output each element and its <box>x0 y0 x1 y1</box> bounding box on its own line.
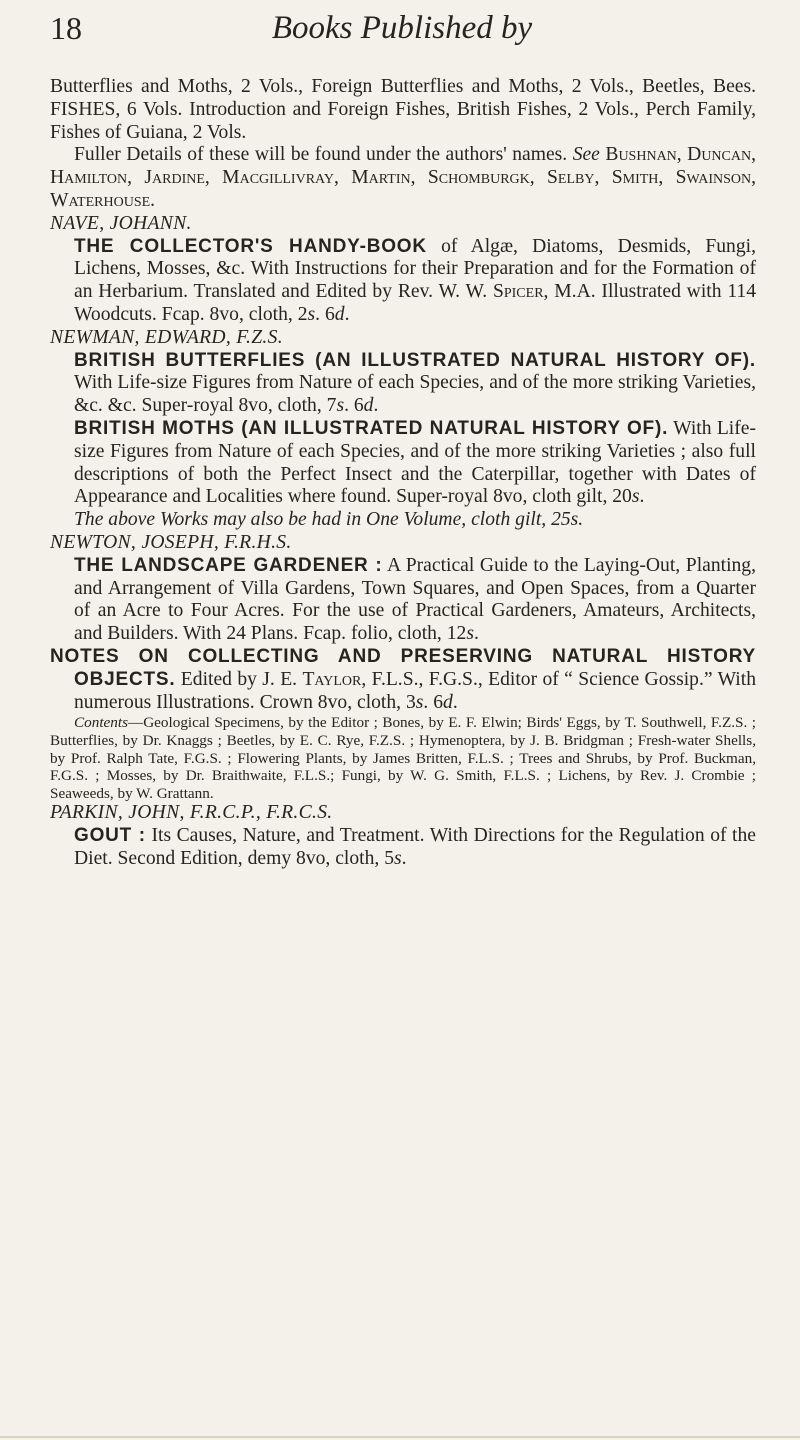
entry-text: . <box>639 486 645 508</box>
price-unit: d <box>334 303 345 325</box>
entry-text: . <box>452 691 458 713</box>
entry-text: . <box>344 303 350 325</box>
author-heading-newman: NEWMAN, EDWARD, F.Z.S. <box>50 326 283 348</box>
entry-text: . <box>473 623 479 645</box>
price-unit: s <box>415 691 424 713</box>
page-header <box>50 10 754 60</box>
contents-list <box>50 714 756 802</box>
entry-title: BRITISH BUTTERFLIES (AN ILLUSTRATED NATURAL HISTORY OF). <box>74 349 756 371</box>
entry-text: Its Causes, Nature, and Treatment. With Directions for the Regulation of the Diet. Second Edition, demy 8vo, cloth, 5 <box>74 825 756 869</box>
entry-notes-on-collecting <box>50 646 756 714</box>
price-unit: s <box>466 623 474 645</box>
price-unit: d <box>443 691 453 713</box>
author-heading-newton: NEWTON, JOSEPH, F.R.H.S. <box>50 531 292 553</box>
entry-text: , M.A. Illustrated with 114 Woodcuts. Fcap. 8vo, cloth, 2 <box>74 281 756 325</box>
entry-landscape-gardener <box>50 555 756 646</box>
editor-name: Taylor <box>302 668 362 690</box>
entry-british-butterflies <box>50 350 756 418</box>
entry-text: Edited by J. E. <box>175 668 303 690</box>
entry-title: BRITISH MOTHS (AN ILLUSTRATED NATURAL HISTORY OF). <box>74 417 669 439</box>
intro-paragraph-2 <box>50 144 756 212</box>
price-unit: s <box>336 395 345 417</box>
entry-text: . 6 <box>423 691 444 713</box>
page-number: 18 <box>50 10 82 46</box>
entry-text: A Practical Guide to the Laying-Out, Planting, and Arrangement of Villa Gardens, Town Squares, and Open Spaces, from a Quarter of an Acre to Four Acres. For the use of Practical Gardeners, Amateurs, Architects, and Builders. With 24 Plans. Fcap. folio, cloth, 12 <box>74 554 757 645</box>
entry-text: . 6 <box>315 303 335 325</box>
entry-text: . 6 <box>344 395 364 417</box>
entry-british-moths <box>50 418 756 509</box>
entry-title: THE LANDSCAPE GARDENER : <box>74 554 383 576</box>
running-title: Books Published by <box>271 10 533 46</box>
entry-text: , F.L.S., F.G.S., Editor of “ Science Gossip.” With numerous Illustrations. Crown 8vo, cloth, 3 <box>74 668 756 713</box>
entry-collectors-handy-book <box>50 236 756 327</box>
entry-gout <box>50 825 756 871</box>
intro-text-2: Fuller Details of these will be found under the authors' names. <box>74 144 573 166</box>
entry-title: NOTES ON COLLECTING AND PRESERVING NATURAL HISTORY OBJECTS. <box>50 645 756 690</box>
contents-text: —Geological Specimens, by the Editor ; Bones, by E. F. Elwin; Birds' Eggs, by T. Southwell, F.Z.S. ; Butterflies, by Dr. Knaggs ; Beetles, by E. C. Rye, F.Z.S. ; Hymenoptera, by J. B. Bridgman ; Fresh-water Shells, by Prof. Ralph Tate, F.G.S. ; Flowering Plants, by James Britten, F.L.S. ; Trees and Shrubs, by Prof. Buckman, F.G.S. ; Mosses, by Dr. Braithwaite, F.L.S.; Fungi, by W. G. Smith, F.L.S. ; Lichens, by Rev. J. Crombie ; Seaweeds, by W. Grattann. <box>50 714 756 802</box>
entry-text: With Life-size Figures from Nature of each Species, and of the more striking Varieties, &c. &c. Super-royal 8vo, cloth, 7 <box>74 372 756 417</box>
entry-text: . <box>373 395 379 417</box>
combined-volume-note: The above Works may also be had in One Volume, cloth gilt, 25s. <box>74 509 584 531</box>
author-heading-nave: NAVE, JOHANN. <box>50 212 192 234</box>
intro-paragraph <box>50 76 756 144</box>
entry-title: GOUT : <box>74 825 146 847</box>
entry-text: . <box>401 847 407 869</box>
see-label: See <box>572 144 600 166</box>
price-unit: s <box>307 303 316 325</box>
intro-text: Butterflies and Moths, 2 Vols., Foreign Butterflies and Moths, 2 Vols., Beetles, Bees. FISHES, 6 Vols. Introduction and Foreign Fishes, British Fishes, 2 Vols., Perch Family, Fishes of Guiana, 2 Vols. <box>50 76 756 143</box>
contents-label: Contents <box>74 714 129 732</box>
catalogue-body <box>50 76 756 871</box>
entry-title: THE COLLECTOR'S HANDY-BOOK <box>74 235 427 257</box>
entry-text: of Algæ, Diatoms, Desmids, Fungi, Lichens, Mosses, &c. With Instructions for their Preparation and for the Formation of an Herbarium. Translated and Edited by Rev. W. W. <box>74 235 756 303</box>
editor-name: Spicer <box>492 281 544 303</box>
page-edge <box>0 1436 800 1438</box>
price-unit: s <box>631 486 640 508</box>
price-unit: s <box>394 847 402 869</box>
entry-text: With Life-size Figures from Nature of each Species, and of the more striking Varieties ; also full descriptions of both the Perfect Insect and the Caterpillar, together with Dates of Appearance and Localities where found. Super-royal 8vo, cloth gilt, 20 <box>74 417 756 508</box>
author-list: Bushnan, Duncan, Hamilton, Jardine, Macgillivray, Martin, Schomburgk, Selby, Smith, Swainson, Waterhouse. <box>50 144 757 211</box>
price-unit: d <box>363 395 374 417</box>
author-heading-parkin: PARKIN, JOHN, F.R.C.P., F.R.C.S. <box>50 802 333 824</box>
